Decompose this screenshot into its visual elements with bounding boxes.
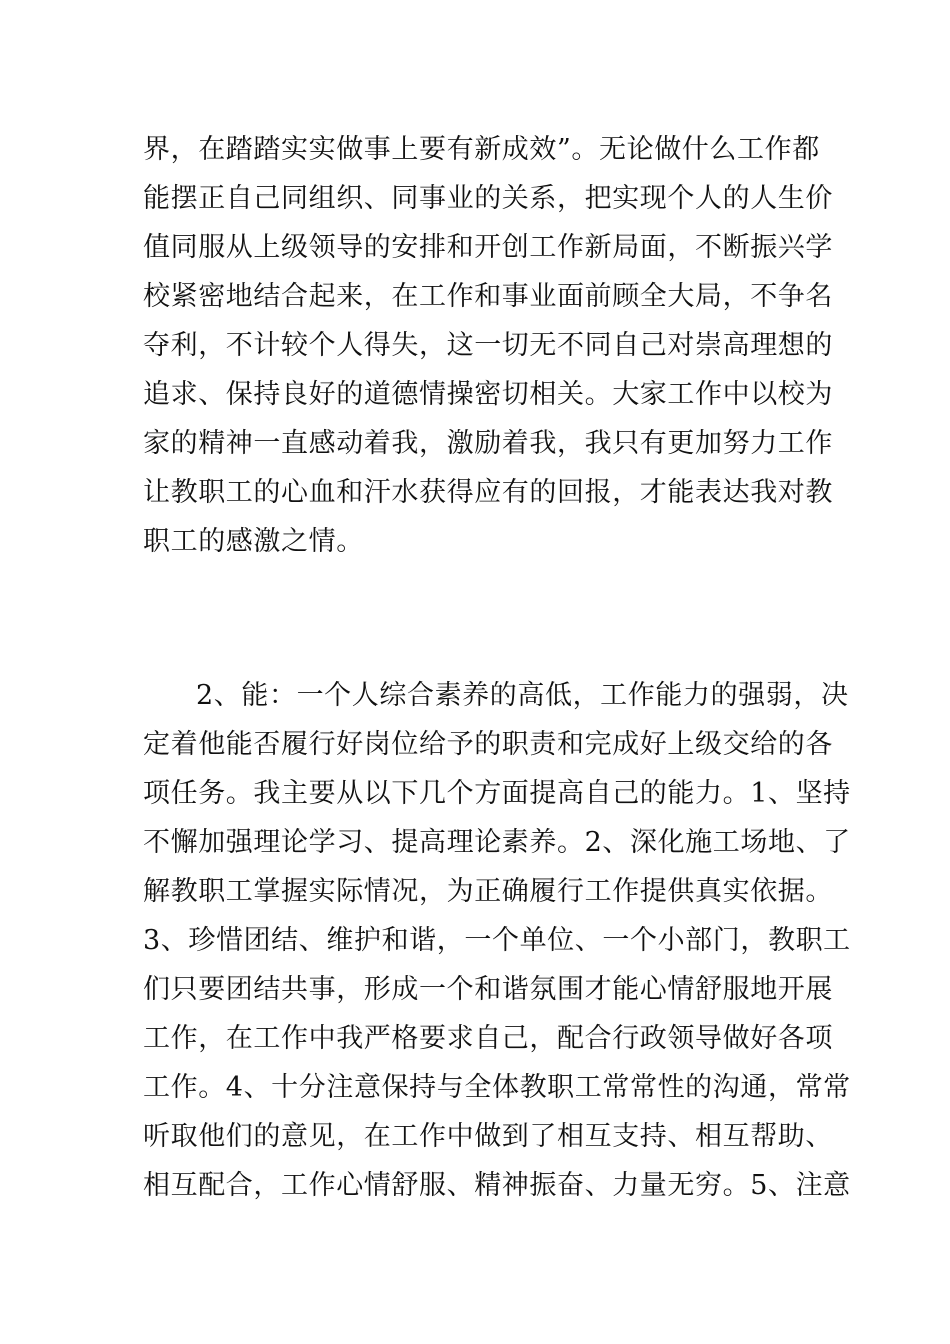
text-line: 能摆正自己同组织、同事业的关系，把实现个人的人生价 (143, 183, 833, 214)
text-line: 家的精神一直感动着我，激励着我，我只有更加努力工作 (143, 428, 833, 459)
text-line: 们只要团结共事，形成一个和谐氛围才能心情舒服地开展 (143, 974, 833, 1005)
text-line: 让教职工的心血和汗水获得应有的回报，才能表达我对教 (143, 477, 833, 508)
text-line: 解教职工掌握实际情况，为正确履行工作提供真实依据。 (143, 876, 833, 907)
text-line: 校紧密地结合起来，在工作和事业面前顾全大局，不争名 (143, 281, 833, 312)
text-line: 相互配合，工作心情舒服、精神振奋、力量无穷。5、注意 (143, 1170, 851, 1201)
text-line: 项任务。我主要从以下几个方面提高自己的能力。1、坚持 (143, 778, 851, 809)
text-line: 3、珍惜团结、维护和谐，一个单位、一个小部门，教职工 (143, 925, 851, 956)
text-line: 夺利，不计较个人得失，这一切无不同自己对崇高理想的 (143, 330, 833, 361)
text-line: 2、能：一个人综合素养的高低，工作能力的强弱，决 (196, 680, 849, 711)
text-line: 职工的感激之情。 (143, 526, 364, 557)
text-line: 不懈加强理论学习、提高理论素养。2、深化施工场地、了 (143, 827, 851, 858)
text-line: 工作。4、十分注意保持与全体教职工常常性的沟通，常常 (143, 1072, 851, 1103)
text-line: 值同服从上级领导的安排和开创工作新局面，不断振兴学 (143, 232, 833, 263)
text-line: 工作，在工作中我严格要求自己，配合行政领导做好各项 (143, 1023, 833, 1054)
text-line: 界，在踏踏实实做事上要有新成效”。无论做什么工作都 (143, 134, 820, 165)
text-line: 追求、保持良好的道德情操密切相关。大家工作中以校为 (143, 379, 833, 410)
text-line: 定着他能否履行好岗位给予的职责和完成好上级交给的各 (143, 729, 833, 760)
text-line: 听取他们的意见，在工作中做到了相互支持、相互帮助、 (143, 1121, 833, 1152)
